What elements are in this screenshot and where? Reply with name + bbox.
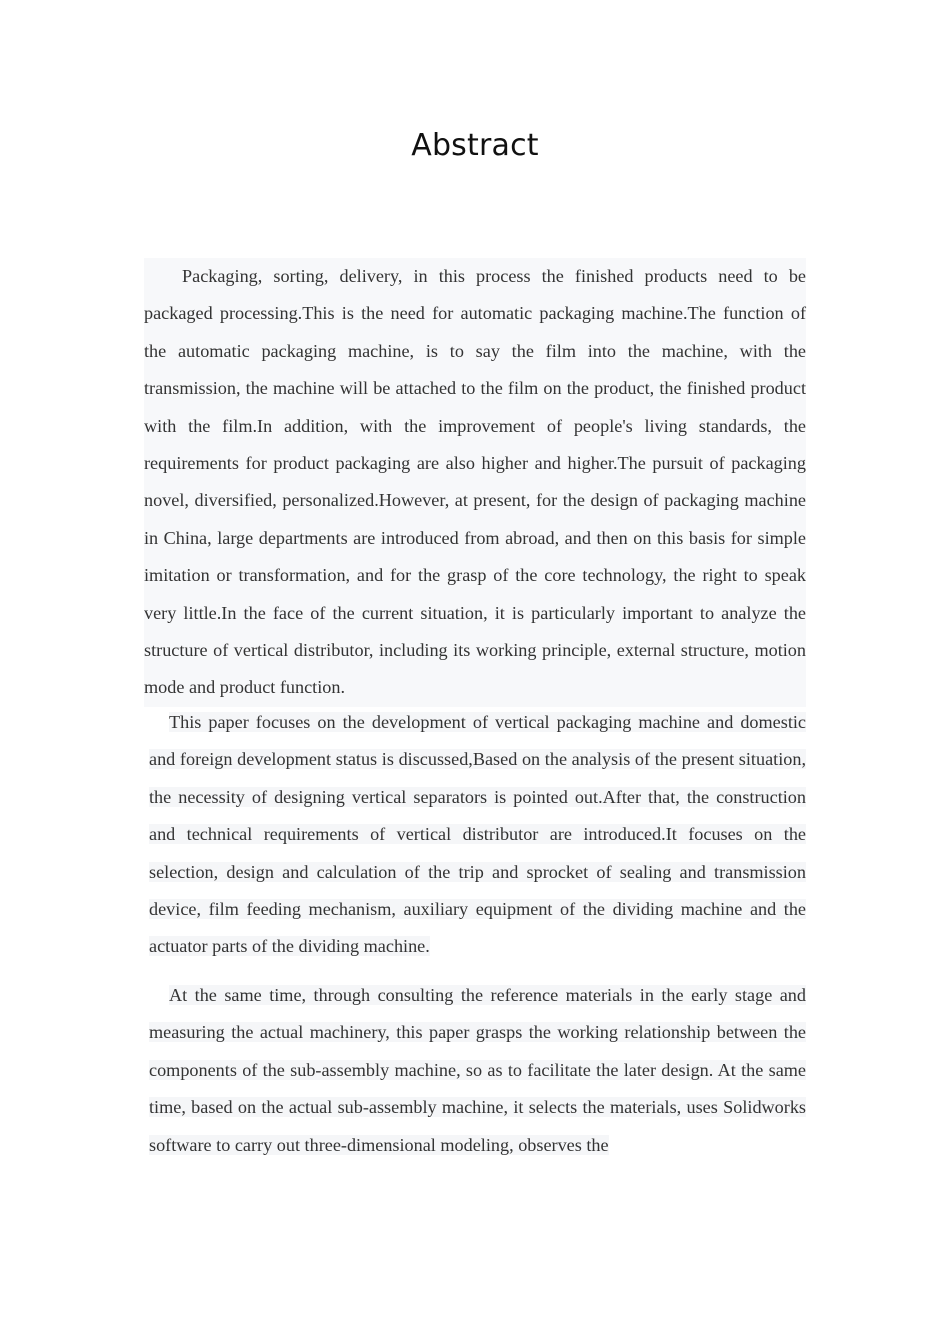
abstract-paragraph-1: Packaging, sorting, delivery, in this process the finished products need to be packaged processing.This is the need for automatic packaging machine.The function of the automatic packaging machine, is to say the film into the machine, with the transmission, the machine will be attached to the film on the product, the finished product with the film.In addition, with the improvement of people's living standards, the requirements for product packaging are also higher and higher.The pursuit of packaging novel, diversified, personalized.However, at present, for the design of packaging machine in China, large departments are introduced from abroad, and then on this basis for simple imitation or transformation, and for the grasp of the core technology, the right to speak very little.In the face of the current situation, it is particularly important to analyze the structure of vertical distributor, including its working principle, external structure, motion mode and product function.: [144, 258, 806, 707]
paragraph-3-text: At the same time, through consulting the reference materials in the early stage and measuring the actual machinery, this paper grasps the working relationship between the components of the sub-assembly machine, so as to facilitate the later design. At the same time, based on the actual sub-assembly machine, it selects the materials, uses Solidworks software to carry out three-dimensional modeling, observes the: [149, 985, 806, 1155]
abstract-paragraph-3: [149, 977, 806, 1157]
abstract-paragraph-2: [149, 704, 806, 966]
paragraph-2-text: This paper focuses on the development of vertical packaging machine and domestic and foreign development status is discussed,Based on the analysis of the present situation, the necessity of designing vertical separators is pointed out.After that, the construction and technical requirements of vertical distributor are introduced.It focuses on the selection, design and calculation of the trip and sprocket of sealing and transmission device, film feeding mechanism, auxiliary equipment of the dividing machine and the actuator parts of the dividing machine.: [149, 712, 806, 957]
page-title: Abstract: [411, 128, 539, 163]
